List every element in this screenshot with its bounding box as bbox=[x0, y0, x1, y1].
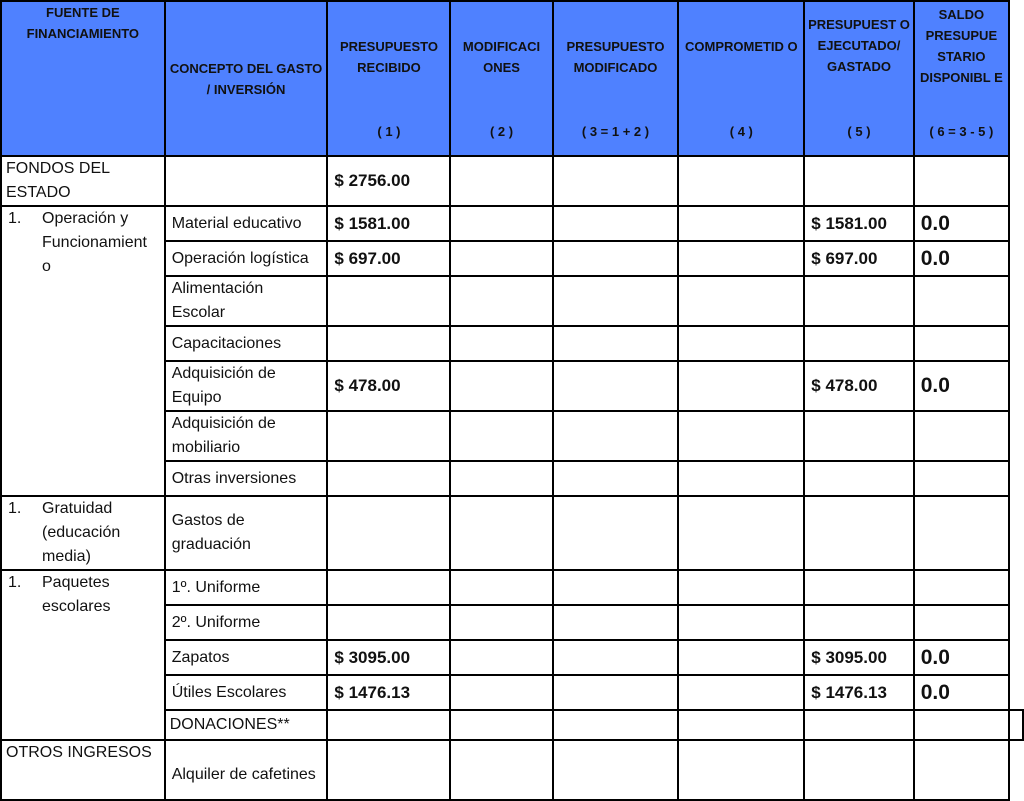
table-row bbox=[1, 740, 1023, 800]
header-comprometido-formula: ( 4 ) bbox=[729, 124, 753, 139]
source-donaciones-label: DONACIONES** bbox=[169, 716, 290, 733]
modificaciones-cell bbox=[450, 496, 552, 570]
ejecutado-cell bbox=[804, 326, 913, 361]
concepto-cell: Útiles Escolares bbox=[165, 675, 328, 710]
comprometido-cell bbox=[678, 361, 804, 411]
table-row bbox=[1, 206, 1023, 241]
modificaciones-cell bbox=[450, 675, 552, 710]
source-paquetes bbox=[1, 570, 165, 740]
recibido-cell bbox=[327, 605, 450, 640]
source-operacion-label: Operación y Funcionamient o bbox=[42, 210, 147, 275]
table-row bbox=[1, 496, 1023, 570]
saldo-cell bbox=[914, 156, 1009, 206]
source-paquetes-label: Paquetes escolares bbox=[42, 574, 111, 615]
header-ejecutado-label: PRESUPUEST O EJECUTADO/ GASTADO bbox=[808, 17, 910, 74]
concepto-cell: Material educativo bbox=[165, 206, 328, 241]
table-row bbox=[1, 570, 1023, 605]
header-concepto bbox=[165, 1, 328, 156]
recibido-cell: $ 478.00 bbox=[327, 361, 450, 411]
table-row bbox=[1, 156, 1023, 206]
modificado-cell bbox=[553, 411, 679, 461]
header-ejecutado-formula: ( 5 ) bbox=[847, 124, 871, 139]
header-fuente bbox=[1, 1, 165, 156]
ejecutado-cell bbox=[804, 605, 913, 640]
header-comprometido bbox=[678, 1, 804, 156]
list-item bbox=[6, 497, 160, 569]
header-row bbox=[1, 1, 1023, 156]
modificaciones-cell bbox=[450, 276, 552, 326]
modificado-cell bbox=[678, 710, 804, 740]
comprometido-cell bbox=[678, 461, 804, 496]
modificado-cell bbox=[553, 570, 679, 605]
ejecutado-cell bbox=[804, 411, 913, 461]
saldo-cell bbox=[914, 326, 1009, 361]
ejecutado-cell: $ 3095.00 bbox=[804, 640, 913, 675]
concepto-cell: Alquiler de cafetines bbox=[165, 740, 328, 800]
modificado-cell bbox=[553, 605, 679, 640]
concepto-cell: 1º. Uniforme bbox=[165, 570, 328, 605]
comprometido-cell bbox=[678, 326, 804, 361]
saldo-cell bbox=[914, 496, 1009, 570]
source-gratuidad bbox=[1, 496, 165, 570]
saldo-cell: 0.0 bbox=[914, 206, 1009, 241]
concepto-cell bbox=[327, 710, 450, 740]
saldo-cell bbox=[1009, 710, 1023, 740]
recibido-cell bbox=[327, 326, 450, 361]
saldo-cell bbox=[914, 276, 1009, 326]
source-operacion bbox=[1, 206, 165, 496]
source-otros-ingresos bbox=[1, 740, 165, 800]
ejecutado-cell: $ 478.00 bbox=[804, 361, 913, 411]
source-fondos-estado bbox=[1, 156, 165, 206]
modificaciones-cell bbox=[450, 570, 552, 605]
recibido-cell bbox=[327, 411, 450, 461]
saldo-cell bbox=[914, 411, 1009, 461]
saldo-cell: 0.0 bbox=[914, 241, 1009, 276]
ejecutado-cell bbox=[804, 461, 913, 496]
header-modificaciones-formula: ( 2 ) bbox=[489, 124, 514, 139]
header-comprometido-label: COMPROMETID O bbox=[684, 39, 798, 54]
comprometido-cell bbox=[678, 206, 804, 241]
source-donaciones bbox=[165, 710, 328, 740]
modificado-cell bbox=[553, 461, 679, 496]
saldo-cell bbox=[914, 740, 1009, 800]
ejecutado-cell: $ 697.00 bbox=[804, 241, 913, 276]
header-ejecutado bbox=[804, 1, 913, 156]
recibido-cell: $ 1581.00 bbox=[327, 206, 450, 241]
comprometido-cell bbox=[678, 496, 804, 570]
header-modificado-formula: ( 3 = 1 + 2 ) bbox=[581, 124, 650, 139]
list-number: 1. bbox=[8, 210, 22, 227]
concepto-cell: Capacitaciones bbox=[165, 326, 328, 361]
modificaciones-cell bbox=[450, 461, 552, 496]
comprometido-cell bbox=[678, 570, 804, 605]
comprometido-cell bbox=[678, 675, 804, 710]
ejecutado-cell bbox=[914, 710, 1009, 740]
ejecutado-cell bbox=[804, 570, 913, 605]
modificaciones-cell bbox=[450, 411, 552, 461]
modificado-cell bbox=[553, 675, 679, 710]
comprometido-cell bbox=[678, 276, 804, 326]
recibido-cell: $ 1476.13 bbox=[327, 675, 450, 710]
modificaciones-cell bbox=[450, 740, 552, 800]
recibido-cell: $ 3095.00 bbox=[327, 640, 450, 675]
modificado-cell bbox=[553, 640, 679, 675]
list-number: 1. bbox=[8, 500, 22, 517]
source-fondos-estado-label: FONDOS DEL ESTADO bbox=[6, 160, 110, 201]
modificado-cell bbox=[553, 326, 679, 361]
concepto-cell: Operación logística bbox=[165, 241, 328, 276]
concepto-cell: Alimentación Escolar bbox=[165, 276, 328, 326]
header-fuente-label: FUENTE DE FINANCIAMIENTO bbox=[26, 5, 140, 41]
modificaciones-cell bbox=[553, 710, 679, 740]
comprometido-cell bbox=[678, 156, 804, 206]
header-modificado bbox=[553, 1, 679, 156]
comprometido-cell bbox=[678, 241, 804, 276]
header-recibido-formula: ( 1 ) bbox=[377, 124, 401, 139]
concepto-cell: Otras inversiones bbox=[165, 461, 328, 496]
header-modificado-label: PRESUPUESTO MODIFICADO bbox=[566, 39, 665, 75]
saldo-cell: 0.0 bbox=[914, 640, 1009, 675]
modificaciones-cell bbox=[450, 156, 552, 206]
recibido-cell bbox=[327, 570, 450, 605]
header-saldo-label: SALDO PRESUPUE STARIO DISPONIBL E bbox=[919, 7, 1003, 85]
list-number: 1. bbox=[8, 574, 22, 591]
modificado-cell bbox=[553, 206, 679, 241]
header-saldo bbox=[914, 1, 1009, 156]
list-item bbox=[6, 207, 160, 279]
source-otros-ingresos-label: OTROS INGRESOS bbox=[6, 744, 152, 761]
modificaciones-cell bbox=[450, 241, 552, 276]
saldo-cell: 0.0 bbox=[914, 675, 1009, 710]
modificado-cell bbox=[553, 361, 679, 411]
header-modificaciones-label: MODIFICACI ONES bbox=[462, 39, 541, 75]
modificaciones-cell bbox=[450, 361, 552, 411]
saldo-cell bbox=[914, 461, 1009, 496]
ejecutado-cell: $ 1476.13 bbox=[804, 675, 913, 710]
ejecutado-cell bbox=[804, 276, 913, 326]
comprometido-cell bbox=[678, 605, 804, 640]
concepto-cell: Adquisición de mobiliario bbox=[165, 411, 328, 461]
modificaciones-cell bbox=[450, 640, 552, 675]
modificado-cell bbox=[553, 740, 679, 800]
saldo-cell bbox=[914, 570, 1009, 605]
modificado-cell bbox=[553, 276, 679, 326]
concepto-cell: 2º. Uniforme bbox=[165, 605, 328, 640]
comprometido-cell bbox=[678, 411, 804, 461]
recibido-cell bbox=[327, 461, 450, 496]
comprometido-cell bbox=[678, 740, 804, 800]
concepto-cell: Zapatos bbox=[165, 640, 328, 675]
header-saldo-formula: ( 6 = 3 - 5 ) bbox=[929, 124, 994, 139]
recibido-cell bbox=[450, 710, 552, 740]
modificado-cell bbox=[553, 156, 679, 206]
modificaciones-cell bbox=[450, 206, 552, 241]
list-item bbox=[6, 571, 160, 619]
recibido-cell: $ 2756.00 bbox=[327, 156, 450, 206]
comprometido-cell bbox=[678, 640, 804, 675]
ejecutado-cell: $ 1581.00 bbox=[804, 206, 913, 241]
source-gratuidad-label: Gratuidad (educación media) bbox=[42, 500, 121, 565]
recibido-cell bbox=[327, 496, 450, 570]
concepto-cell: Gastos de graduación bbox=[165, 496, 328, 570]
ejecutado-cell bbox=[804, 496, 913, 570]
recibido-cell bbox=[327, 740, 450, 800]
ejecutado-cell bbox=[804, 156, 913, 206]
header-recibido-label: PRESUPUESTO RECIBIDO bbox=[339, 39, 438, 75]
header-modificaciones bbox=[450, 1, 552, 156]
header-recibido bbox=[327, 1, 450, 156]
recibido-cell bbox=[327, 276, 450, 326]
recibido-cell: $ 697.00 bbox=[327, 241, 450, 276]
saldo-cell bbox=[914, 605, 1009, 640]
saldo-cell: 0.0 bbox=[914, 361, 1009, 411]
modificaciones-cell bbox=[450, 326, 552, 361]
budget-table-body bbox=[1, 1, 1023, 800]
modificado-cell bbox=[553, 496, 679, 570]
header-concepto-label: CONCEPTO DEL GASTO / INVERSIÓN bbox=[169, 61, 323, 97]
ejecutado-cell bbox=[804, 740, 913, 800]
modificaciones-cell bbox=[450, 605, 552, 640]
concepto-cell: Adquisición de Equipo bbox=[165, 361, 328, 411]
comprometido-cell bbox=[804, 710, 913, 740]
concepto-cell bbox=[165, 156, 328, 206]
modificado-cell bbox=[553, 241, 679, 276]
